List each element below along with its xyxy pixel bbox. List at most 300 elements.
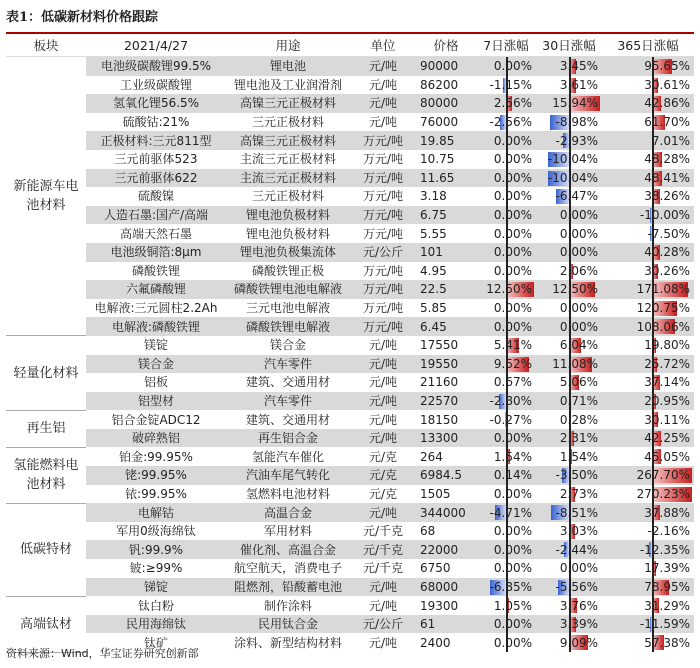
table-row — [6, 187, 694, 206]
material-unit: 万元/吨 — [362, 189, 404, 204]
material-price: 1505 — [420, 486, 451, 501]
material-name: 军用0级海绵钛 — [116, 524, 196, 539]
table-row — [6, 131, 694, 150]
change-d365 — [602, 131, 694, 150]
change-value: -8.98% — [555, 115, 598, 130]
material-use: 涂料、新型结构材料 — [233, 635, 342, 650]
change-value: -8.51% — [555, 505, 598, 520]
material-name: 铑:99.95% — [86, 466, 226, 485]
change-d365 — [602, 206, 694, 225]
material-unit: 万元/吨 — [350, 206, 416, 225]
change-d7 — [476, 206, 536, 225]
change-value: 0.00% — [493, 189, 532, 204]
change-value: 9.52% — [493, 356, 532, 371]
table-row — [6, 224, 694, 243]
material-use: 汽车零件 — [226, 355, 350, 374]
material-use: 三元电池电解液 — [245, 301, 330, 316]
change-d7 — [476, 373, 536, 392]
change-d30 — [536, 317, 602, 336]
change-value: 17.39% — [644, 561, 690, 576]
table-row — [6, 317, 694, 336]
change-d30 — [536, 336, 602, 355]
change-value: 0.00% — [493, 561, 532, 576]
change-value: 3.76% — [559, 598, 598, 613]
change-value: 0.00% — [493, 226, 532, 241]
change-value: 0.00% — [493, 263, 532, 278]
change-d7 — [476, 503, 536, 522]
change-value: 0.00% — [559, 208, 598, 223]
material-price: 21160 — [420, 375, 459, 390]
change-d30 — [536, 355, 602, 374]
material-unit: 元/克 — [368, 486, 398, 501]
change-value: 0.00% — [493, 301, 532, 316]
change-d365 — [602, 243, 694, 262]
material-price: 86200 — [420, 77, 459, 92]
change-value: 0.00% — [493, 245, 532, 260]
change-d7 — [476, 187, 536, 206]
change-d30 — [536, 206, 602, 225]
change-value: -12.35% — [639, 542, 690, 557]
change-d7 — [476, 485, 536, 504]
sector-cell: 氢能燃料电池材料 — [6, 447, 86, 503]
change-value: 2.06% — [559, 263, 598, 278]
change-value: 0.00% — [493, 431, 532, 446]
change-d365 — [602, 540, 694, 559]
change-d365 — [602, 169, 694, 188]
material-price: 80000 — [416, 94, 476, 113]
material-unit: 元/吨 — [368, 598, 398, 613]
material-unit: 万元/吨 — [350, 169, 416, 188]
change-value: 0.00% — [493, 542, 532, 557]
change-value: -10.00% — [639, 208, 690, 223]
change-d365 — [602, 633, 694, 652]
change-d7 — [476, 131, 536, 150]
table-row — [6, 336, 694, 355]
material-use: 镁合金 — [269, 338, 306, 353]
change-d30 — [536, 243, 602, 262]
change-d30 — [536, 299, 602, 318]
material-name: 硫酸镍 — [137, 189, 174, 204]
change-d365 — [602, 447, 694, 466]
change-d365 — [602, 355, 694, 374]
material-unit: 元/吨 — [350, 578, 416, 597]
material-unit: 元/吨 — [368, 338, 398, 353]
change-d7 — [476, 169, 536, 188]
material-price: 68000 — [416, 578, 476, 597]
change-value: 3.45% — [559, 59, 598, 74]
change-d7 — [476, 466, 536, 485]
material-price: 11.65 — [416, 169, 476, 188]
table-row — [6, 540, 694, 559]
material-unit: 元/公斤 — [350, 243, 416, 262]
change-value: 38.26% — [644, 189, 690, 204]
change-value: -2.44% — [555, 542, 598, 557]
material-use: 再生铝合金 — [226, 429, 350, 448]
material-unit: 元/吨 — [350, 57, 416, 76]
change-value: 270.23% — [636, 486, 690, 501]
change-value: 0.00% — [493, 319, 532, 334]
change-value: 0.00% — [493, 152, 532, 167]
table-row — [6, 169, 694, 188]
change-value: 0.00% — [493, 524, 532, 539]
material-use: 航空航天，消费电子 — [233, 561, 342, 576]
change-d7 — [476, 336, 536, 355]
material-price: 4.95 — [420, 263, 447, 278]
material-use: 锂电池及工业润滑剂 — [233, 77, 342, 92]
change-d365 — [602, 615, 694, 634]
table-row — [6, 503, 694, 522]
material-use: 氢能汽车催化 — [251, 449, 324, 464]
change-d7 — [476, 578, 536, 597]
material-price: 22570 — [416, 392, 476, 411]
change-value: -1.15% — [489, 77, 532, 92]
change-d30 — [536, 392, 602, 411]
header-price: 价格 — [416, 33, 476, 57]
change-value: -2.80% — [489, 393, 532, 408]
change-d365 — [602, 392, 694, 411]
material-use: 主流三元正极材料 — [226, 169, 350, 188]
change-value: 25.72% — [644, 356, 690, 371]
material-price: 5.55 — [420, 226, 447, 241]
change-value: 267.70% — [636, 468, 690, 483]
change-d7 — [476, 243, 536, 262]
change-value: 171.08% — [636, 282, 690, 297]
material-price: 18150 — [420, 412, 459, 427]
change-value: -7.50% — [647, 226, 690, 241]
change-value: 2.73% — [559, 486, 598, 501]
change-value: -0.27% — [489, 412, 532, 427]
change-d30 — [536, 578, 602, 597]
material-use: 军用材料 — [263, 524, 312, 539]
change-value: 3.61% — [559, 77, 598, 92]
material-unit: 元/千克 — [350, 540, 416, 559]
material-use: 锂电池负极材料 — [226, 206, 350, 225]
change-d365 — [602, 596, 694, 615]
material-name: 人造石墨:国产/高端 — [86, 206, 226, 225]
change-value: 0.00% — [493, 486, 532, 501]
material-unit: 元/吨 — [350, 94, 416, 113]
change-value: 78.95% — [644, 579, 690, 594]
table-row — [6, 299, 694, 318]
material-use: 汽油车尾气转化 — [226, 466, 350, 485]
material-use: 高镍三元正极材料 — [226, 131, 350, 150]
material-unit: 元/吨 — [368, 635, 398, 650]
change-value: 3.39% — [559, 617, 598, 632]
sector-cell: 新能源车电池材料 — [6, 57, 86, 336]
change-d7 — [476, 540, 536, 559]
change-d7 — [476, 113, 536, 132]
header-7d: 7日涨幅 — [476, 33, 536, 57]
change-d30 — [536, 57, 602, 76]
material-price: 101 — [416, 243, 476, 262]
table-row — [6, 280, 694, 299]
material-use: 催化剂、高温合金 — [226, 540, 350, 559]
change-d7 — [476, 633, 536, 652]
table-row — [6, 596, 694, 615]
change-d365 — [602, 559, 694, 578]
material-unit: 元/克 — [350, 466, 416, 485]
material-price: 264 — [420, 449, 443, 464]
change-value: 5.41% — [493, 338, 532, 353]
change-d365 — [602, 113, 694, 132]
material-unit: 元/克 — [368, 449, 398, 464]
material-use: 氢燃料电池材料 — [245, 486, 330, 501]
material-price: 22000 — [416, 540, 476, 559]
material-price: 76000 — [420, 115, 459, 130]
material-price: 6.75 — [416, 206, 476, 225]
table-row — [6, 355, 694, 374]
change-value: 0.00% — [559, 301, 598, 316]
material-unit: 元/吨 — [350, 503, 416, 522]
material-unit: 元/吨 — [368, 115, 398, 130]
change-value: -10.04% — [547, 170, 598, 185]
change-d365 — [602, 466, 694, 485]
change-d30 — [536, 503, 602, 522]
change-d30 — [536, 596, 602, 615]
change-d30 — [536, 169, 602, 188]
change-value: -4.71% — [489, 505, 532, 520]
change-value: 19.80% — [644, 338, 690, 353]
change-d365 — [602, 522, 694, 541]
header-sector: 板块 — [6, 33, 86, 57]
change-value: 1.54% — [559, 449, 598, 464]
change-value: 108.06% — [636, 319, 690, 334]
change-d7 — [476, 76, 536, 95]
material-price: 13300 — [416, 429, 476, 448]
material-use: 建筑、交通用材 — [245, 412, 330, 427]
material-name: 电解液:磷酸铁锂 — [86, 317, 226, 336]
change-d365 — [602, 94, 694, 113]
change-d7 — [476, 596, 536, 615]
change-d7 — [476, 522, 536, 541]
change-d7 — [476, 262, 536, 281]
material-use: 磷酸铁锂电池电解液 — [226, 280, 350, 299]
change-d30 — [536, 447, 602, 466]
change-value: 0.00% — [493, 170, 532, 185]
change-value: 0.71% — [559, 393, 598, 408]
material-price: 22.5 — [416, 280, 476, 299]
change-value: 40.28% — [644, 245, 690, 260]
change-d7 — [476, 317, 536, 336]
change-value: 0.00% — [493, 617, 532, 632]
change-value: 0.00% — [559, 226, 598, 241]
material-unit: 万元/吨 — [350, 280, 416, 299]
material-price: 2400 — [420, 635, 451, 650]
material-use: 高温合金 — [226, 503, 350, 522]
change-value: 42.25% — [644, 431, 690, 446]
change-d30 — [536, 485, 602, 504]
table-row — [6, 392, 694, 411]
change-d7 — [476, 280, 536, 299]
change-d30 — [536, 187, 602, 206]
material-use: 制作涂料 — [263, 598, 312, 613]
table-row — [6, 206, 694, 225]
change-d7 — [476, 447, 536, 466]
change-value: -3.50% — [555, 468, 598, 483]
table-row — [6, 485, 694, 504]
change-value: 45.05% — [644, 449, 690, 464]
material-use: 锂电池负极材料 — [245, 226, 330, 241]
table-row — [6, 466, 694, 485]
change-value: -10.04% — [547, 152, 598, 167]
material-name: 高端天然石墨 — [119, 226, 192, 241]
change-d7 — [476, 410, 536, 429]
material-use: 高镍三元正极材料 — [226, 94, 350, 113]
price-table — [6, 32, 694, 653]
change-d30 — [536, 429, 602, 448]
change-value: 0.00% — [493, 133, 532, 148]
change-d365 — [602, 336, 694, 355]
table-row — [6, 373, 694, 392]
material-name: 镁合金 — [86, 355, 226, 374]
change-value: 0.00% — [559, 561, 598, 576]
change-value: 3.03% — [559, 524, 598, 539]
material-name: 铍:≥99% — [129, 561, 183, 576]
change-d7 — [476, 57, 536, 76]
change-value: 0.00% — [493, 635, 532, 650]
change-d7 — [476, 94, 536, 113]
material-unit: 万元/吨 — [362, 263, 404, 278]
material-price: 90000 — [416, 57, 476, 76]
material-name: 铝板 — [143, 375, 168, 390]
change-d30 — [536, 280, 602, 299]
material-price: 68 — [420, 524, 436, 539]
change-value: 7.01% — [651, 133, 690, 148]
change-value: -5.56% — [555, 579, 598, 594]
change-value: 5.06% — [559, 375, 598, 390]
change-d30 — [536, 94, 602, 113]
change-value: 61.70% — [644, 115, 690, 130]
change-d365 — [602, 503, 694, 522]
change-value: 0.00% — [493, 208, 532, 223]
material-price: 3.18 — [420, 189, 447, 204]
material-name: 氢氧化锂56.5% — [86, 94, 226, 113]
change-d365 — [602, 262, 694, 281]
header-30d: 30日涨幅 — [536, 33, 602, 57]
material-name: 铝型材 — [86, 392, 226, 411]
change-value: 20.95% — [644, 393, 690, 408]
material-unit: 元/吨 — [368, 77, 398, 92]
change-value: -2.56% — [489, 115, 532, 130]
material-unit: 万元/吨 — [362, 152, 404, 167]
material-name: 民用海绵钛 — [86, 615, 226, 634]
table-row — [6, 522, 694, 541]
change-value: 0.28% — [559, 412, 598, 427]
sector-cell: 低碳特材 — [6, 503, 86, 596]
material-name: 钛矿 — [143, 635, 168, 650]
material-name: 电解钴 — [86, 503, 226, 522]
change-d7 — [476, 615, 536, 634]
change-value: 0.67% — [493, 375, 532, 390]
table-row — [6, 150, 694, 169]
table-row — [6, 113, 694, 132]
table-row — [6, 615, 694, 634]
change-value: 37.88% — [644, 505, 690, 520]
change-d365 — [602, 317, 694, 336]
material-use: 三元正极材料 — [251, 189, 324, 204]
material-unit: 万元/吨 — [350, 317, 416, 336]
change-d30 — [536, 373, 602, 392]
change-d30 — [536, 522, 602, 541]
table-title: 表1：低碳新材料价格跟踪 — [6, 10, 159, 25]
material-name: 六氟磷酸锂 — [86, 280, 226, 299]
material-unit: 元/吨 — [368, 412, 398, 427]
material-unit: 元/千克 — [362, 561, 404, 576]
material-name: 钒:99.9% — [86, 540, 226, 559]
change-value: 42.86% — [644, 96, 690, 111]
material-use: 阻燃剂，铅酸蓄电池 — [226, 578, 350, 597]
change-d30 — [536, 262, 602, 281]
material-price: 6750 — [420, 561, 451, 576]
material-unit: 元/千克 — [362, 524, 404, 539]
change-d365 — [602, 224, 694, 243]
change-value: 95.65% — [644, 59, 690, 74]
change-d365 — [602, 280, 694, 299]
material-price: 17550 — [420, 338, 459, 353]
material-use: 磷酸铁锂正极 — [251, 263, 324, 278]
change-d365 — [602, 578, 694, 597]
material-unit: 元/吨 — [350, 355, 416, 374]
change-d365 — [602, 373, 694, 392]
change-d365 — [602, 299, 694, 318]
material-unit: 万元/吨 — [350, 131, 416, 150]
material-name: 铂金:99.95% — [119, 449, 193, 464]
change-d7 — [476, 224, 536, 243]
table-row — [6, 76, 694, 95]
material-price: 344000 — [416, 503, 476, 522]
change-d30 — [536, 466, 602, 485]
change-d7 — [476, 392, 536, 411]
change-d30 — [536, 131, 602, 150]
header-date: 2021/4/27 — [86, 33, 226, 57]
table-row — [6, 578, 694, 597]
material-name: 钛白粉 — [137, 598, 174, 613]
change-value: -2.16% — [647, 524, 690, 539]
change-d365 — [602, 429, 694, 448]
change-value: 2.56% — [493, 96, 532, 111]
header-row — [6, 33, 694, 57]
change-value: 30.11% — [644, 412, 690, 427]
material-unit: 元/吨 — [368, 375, 398, 390]
change-value: 0.00% — [559, 319, 598, 334]
change-d30 — [536, 224, 602, 243]
change-d7 — [476, 299, 536, 318]
change-d30 — [536, 615, 602, 634]
change-d365 — [602, 485, 694, 504]
material-use: 三元正极材料 — [251, 115, 324, 130]
material-name: 硫酸钴:21% — [122, 115, 190, 130]
change-value: 48.28% — [644, 152, 690, 167]
change-value: 12.50% — [552, 282, 598, 297]
change-d7 — [476, 150, 536, 169]
material-price: 6984.5 — [416, 466, 476, 485]
table-row — [6, 447, 694, 466]
material-name: 三元前驱体622 — [86, 169, 226, 188]
material-price: 61 — [416, 615, 476, 634]
change-value: 37.14% — [644, 375, 690, 390]
material-unit: 元/吨 — [350, 392, 416, 411]
change-d7 — [476, 355, 536, 374]
change-value: 2.31% — [559, 431, 598, 446]
change-d365 — [602, 410, 694, 429]
material-use: 磷酸铁锂电解液 — [226, 317, 350, 336]
change-d30 — [536, 113, 602, 132]
material-name: 电池级碳酸锂99.5% — [86, 57, 226, 76]
sector-cell: 再生铝 — [6, 410, 86, 447]
material-use: 汽车零件 — [226, 392, 350, 411]
material-price: 10.75 — [420, 152, 455, 167]
change-value: 15.94% — [552, 96, 598, 111]
